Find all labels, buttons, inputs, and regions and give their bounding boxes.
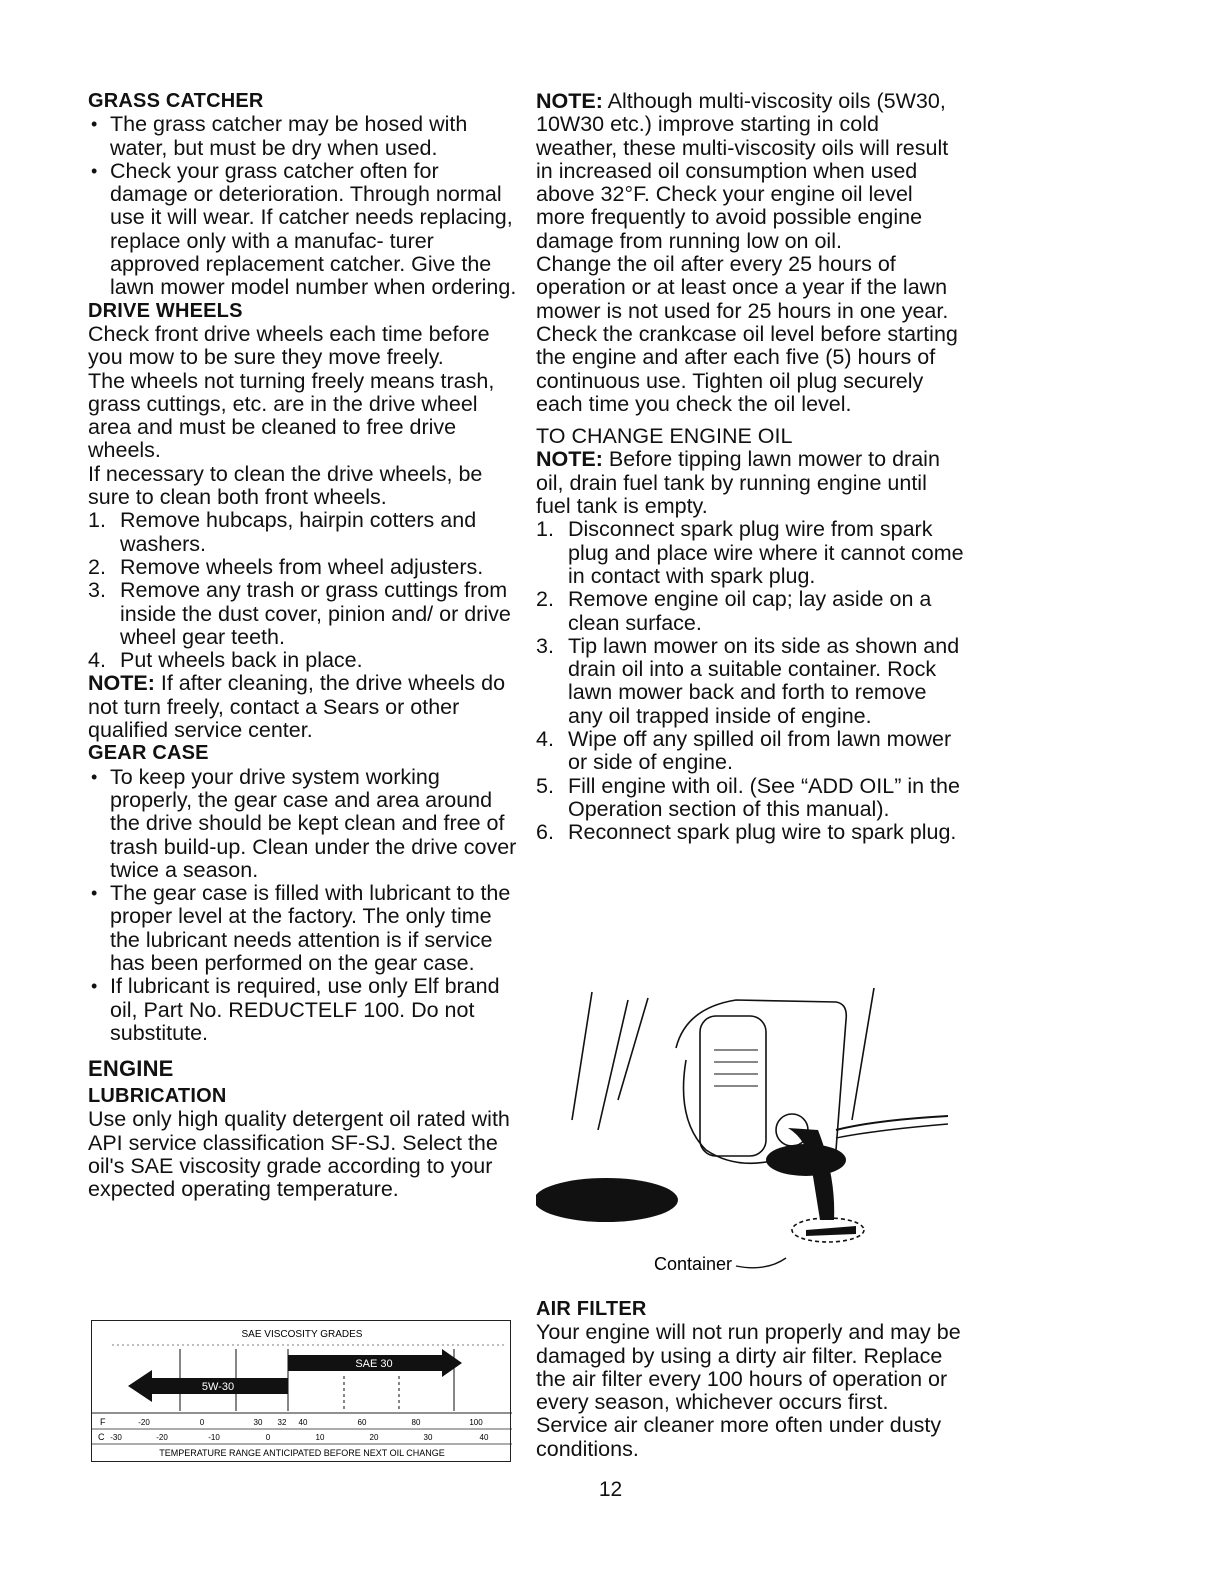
bar-sae30-label: SAE 30 bbox=[355, 1358, 393, 1370]
drive-wheels-steps bbox=[88, 509, 518, 672]
viscosity-chart bbox=[91, 1320, 511, 1462]
f-tick: -20 bbox=[138, 1418, 150, 1427]
handle-line bbox=[618, 998, 648, 1100]
f-tick: 60 bbox=[357, 1418, 367, 1427]
step-text: Fill engine with oil. (See “ADD OIL” in the Operation section of this manual). bbox=[568, 773, 960, 821]
step-text: Remove wheels from wheel adjusters. bbox=[120, 554, 484, 579]
c-tick: 0 bbox=[265, 1433, 271, 1442]
step-text: Disconnect spark plug wire from spark plug and place wire where it cannot come in contact with spark plug. bbox=[568, 517, 964, 588]
c-tick: -10 bbox=[208, 1433, 220, 1442]
list-item bbox=[536, 821, 966, 844]
list-item bbox=[536, 775, 966, 822]
c-tick: 10 bbox=[315, 1433, 325, 1442]
step-number: 2. bbox=[88, 554, 106, 579]
note-label: NOTE: bbox=[88, 671, 155, 696]
note-text: If after cleaning, the drive wheels do not turn freely, contact a Sears or other qualified service center. bbox=[88, 671, 506, 743]
step-number: 6. bbox=[536, 820, 554, 845]
paragraph: Check the crankcase oil level before starting the engine and after each five (5) hours of continuous use. Tighten oil plug securely each time you check the oil level. bbox=[536, 321, 958, 416]
c-ticks bbox=[110, 1433, 489, 1442]
f-tick: 40 bbox=[298, 1418, 308, 1427]
air-filter-section bbox=[536, 1298, 966, 1461]
leader-line bbox=[736, 1258, 786, 1268]
step-text: Remove engine oil cap; lay aside on a clean surface. bbox=[568, 587, 932, 635]
handle-line bbox=[852, 988, 874, 1120]
change-oil-steps bbox=[536, 518, 966, 844]
note-text: Although multi-viscosity oils (5W30, 10W30 etc.) improve starting in cold weather, these multi-viscosity oils will result in increased oil consumption when used above 32°F. Check your engine oil level more frequently to avoid possible engine damage from running low on oil. bbox=[536, 89, 949, 253]
f-tick: 30 bbox=[253, 1418, 263, 1427]
step-number: 3. bbox=[536, 633, 554, 658]
paragraph: Check front drive wheels each time before you mow to be sure they move freely. bbox=[88, 321, 490, 370]
step-text: Put wheels back in place. bbox=[120, 648, 363, 673]
note-label: NOTE: bbox=[536, 89, 603, 113]
grass-catcher-list bbox=[88, 113, 518, 299]
change-oil-heading: TO CHANGE ENGINE OIL bbox=[536, 424, 793, 449]
handle-line bbox=[598, 1000, 628, 1130]
handle-line bbox=[572, 992, 592, 1120]
engine-vents bbox=[714, 1050, 758, 1086]
oil-drain-illustration bbox=[536, 980, 956, 1280]
list-item bbox=[536, 588, 966, 635]
paragraph: Change the oil after every 25 hours of operation or at least once a year if the lawn mower is not used for 25 hours in one year. bbox=[536, 252, 949, 323]
drive-wheels-heading: DRIVE WHEELS bbox=[88, 299, 243, 322]
c-tick: -20 bbox=[156, 1433, 168, 1442]
chart-title: SAE VISCOSITY GRADES bbox=[241, 1329, 363, 1340]
chart-footer: TEMPERATURE RANGE ANTICIPATED BEFORE NEXT OIL CHANGE bbox=[159, 1448, 445, 1458]
list-item bbox=[88, 509, 518, 556]
step-text: Remove hubcaps, hairpin cotters and washers. bbox=[120, 508, 477, 556]
list-item bbox=[536, 635, 966, 728]
grass-catcher-heading: GRASS CATCHER bbox=[88, 90, 264, 112]
f-tick: 32 bbox=[277, 1418, 287, 1427]
step-text: Tip lawn mower on its side as shown and drain oil into a suitable container. Rock lawn mower back and forth to remove any oil trapped inside of engine. bbox=[568, 633, 960, 728]
gear-case-list bbox=[88, 766, 518, 1046]
list-item: • Check your grass catcher often for damage or deterioration. Through normal use it will wear. If catcher needs replacing, replace only with a manufac- turer approved replacement catcher. Give the lawn mower model number when ordering. bbox=[88, 160, 518, 300]
viscosity-chart-graphic bbox=[92, 1321, 512, 1463]
engine-heading: ENGINE bbox=[88, 1056, 174, 1082]
paragraph: Your engine will not run properly and may be damaged by using a dirty air filter. Replace the air filter every 100 hours of operation or every season, whichever occurs first. Service air cleaner more often under dusty conditions. bbox=[536, 1320, 961, 1461]
step-text: Reconnect spark plug wire to spark plug. bbox=[568, 820, 957, 845]
step-number: 1. bbox=[88, 508, 106, 533]
right-column bbox=[536, 90, 966, 845]
step-number: 4. bbox=[88, 648, 106, 673]
left-column bbox=[88, 90, 518, 1202]
list-item: • To keep your drive system working properly, the gear case and area around the drive should be kept clean and free of trash build-up. Clean under the drive cover twice a season. bbox=[88, 766, 518, 882]
list-item bbox=[536, 728, 966, 775]
f-tick: 100 bbox=[469, 1418, 483, 1427]
step-number: 1. bbox=[536, 517, 554, 542]
c-tick: 30 bbox=[423, 1433, 433, 1442]
engine-outline bbox=[676, 1000, 846, 1150]
step-text: Remove any trash or grass cuttings from inside the dust cover, pinion and/ or drive wheel gear teeth. bbox=[120, 578, 511, 649]
c-axis-label: C bbox=[98, 1432, 105, 1442]
f-tick: 80 bbox=[411, 1418, 421, 1427]
wheel bbox=[536, 1178, 678, 1222]
list-item: • If lubricant is required, use only Elf brand oil, Part No. REDUCTELF 100. Do not substitute. bbox=[88, 975, 518, 1045]
mower-drawing bbox=[536, 980, 956, 1280]
list-item bbox=[88, 556, 518, 579]
page-number: 12 bbox=[598, 1478, 623, 1501]
paragraph: If necessary to clean the drive wheels, be sure to clean both front wheels. bbox=[88, 461, 483, 510]
wheel bbox=[766, 1144, 846, 1176]
gear-case-heading: GEAR CASE bbox=[88, 742, 209, 765]
lubrication-heading: LUBRICATION bbox=[88, 1085, 227, 1108]
list-item: • The gear case is filled with lubricant to the proper level at the factory. The only time the lubricant needs attention is if service has been performed on the gear case. bbox=[88, 882, 518, 975]
air-filter-heading: AIR FILTER bbox=[536, 1298, 647, 1320]
deck-curve bbox=[684, 1060, 777, 1163]
c-tick: 20 bbox=[369, 1433, 379, 1442]
step-number: 3. bbox=[88, 578, 106, 603]
c-tick: 40 bbox=[479, 1433, 489, 1442]
f-axis-label: F bbox=[100, 1417, 106, 1427]
paragraph: Use only high quality detergent oil rated with API service classification SF-SJ. Select the oil's SAE viscosity grade according to your expected operating temperature. bbox=[88, 1107, 510, 1202]
list-item: • The grass catcher may be hosed with water, but must be dry when used. bbox=[88, 113, 518, 160]
list-item bbox=[536, 518, 966, 588]
tipping-note bbox=[536, 448, 966, 518]
step-text: Wipe off any spilled oil from lawn mower or side of engine. bbox=[568, 727, 952, 775]
f-tick: 0 bbox=[199, 1418, 205, 1427]
f-ticks bbox=[138, 1418, 483, 1427]
c-tick: -30 bbox=[110, 1433, 122, 1442]
note-text: Before tipping lawn mower to drain oil, drain fuel tank by running engine until fuel tank is empty. bbox=[536, 447, 940, 519]
list-item bbox=[88, 579, 518, 649]
container-label: Container bbox=[654, 1254, 733, 1274]
paragraph: The wheels not turning freely means trash, grass cuttings, etc. are in the drive wheel area and must be cleaned to free drive wheels. bbox=[88, 368, 495, 463]
step-number: 5. bbox=[536, 773, 554, 798]
drive-wheels-note bbox=[88, 672, 518, 742]
step-number: 2. bbox=[536, 587, 554, 612]
oil-pool bbox=[806, 1226, 856, 1236]
bar-5w30-label: 5W-30 bbox=[201, 1381, 235, 1393]
multi-viscosity-note bbox=[536, 90, 966, 253]
note-label: NOTE: bbox=[536, 447, 603, 472]
list-item bbox=[88, 649, 518, 672]
step-number: 4. bbox=[536, 727, 554, 752]
